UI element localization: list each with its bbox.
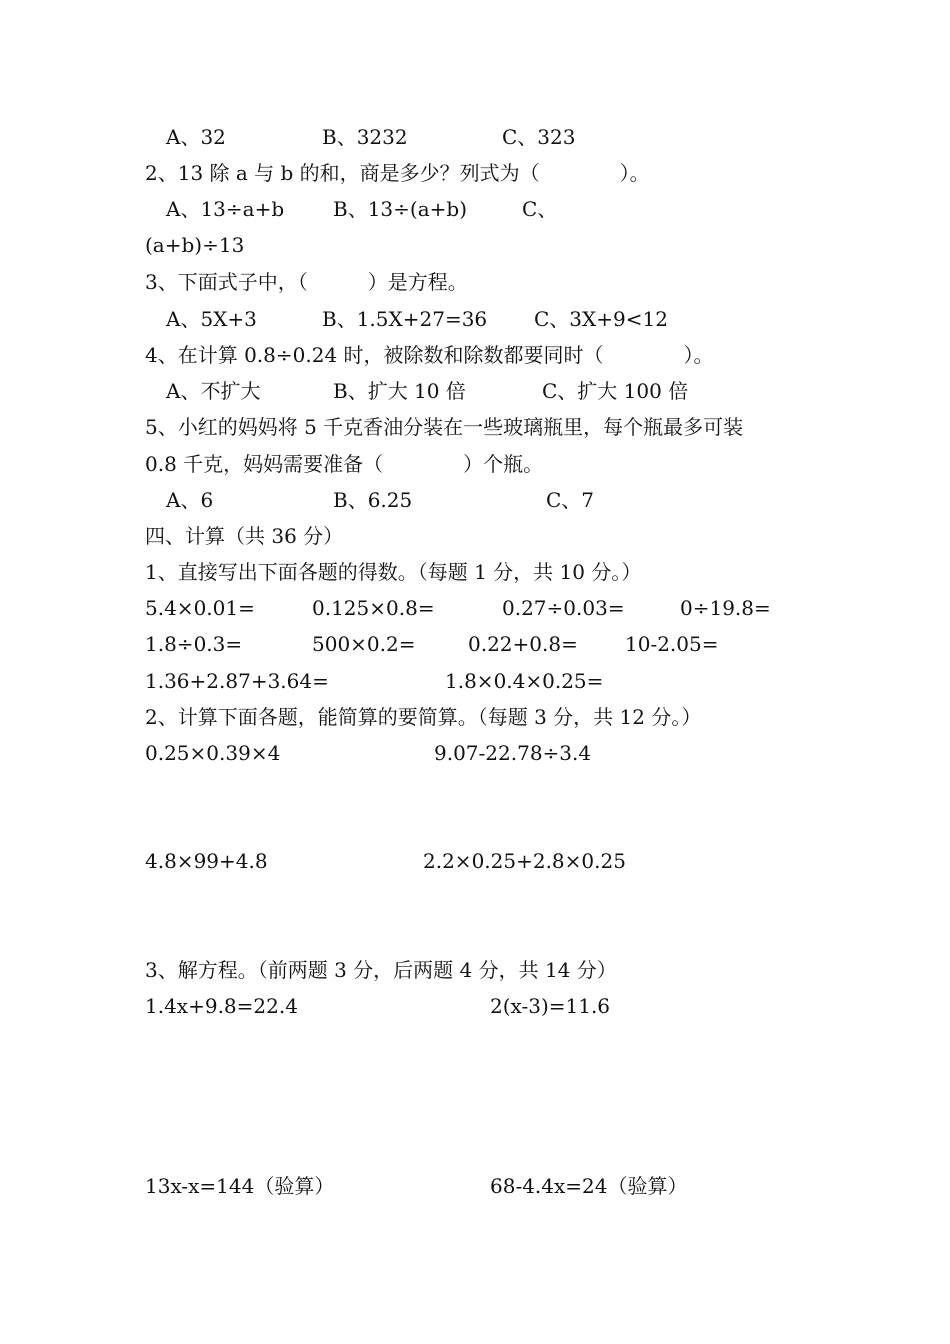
part3-heading: 3、解方程。（前两题 3 分，后两题 4 分，共 14 分） xyxy=(145,958,617,982)
equation-problem: 1.4x+9.8=22.4 xyxy=(145,994,298,1018)
part2-heading: 2、计算下面各题，能简算的要简算。（每题 3 分，共 12 分。） xyxy=(145,705,702,729)
q5-option-c: C、7 xyxy=(546,488,595,512)
calc-problem: 0.25×0.39×4 xyxy=(145,741,281,765)
q5-option-b: B、6.25 xyxy=(333,488,413,512)
equation-problem: 2(x-3)=11.6 xyxy=(490,994,611,1018)
oral-calc-item: 1.8×0.4×0.25= xyxy=(445,669,604,693)
oral-calc-item: 1.36+2.87+3.64= xyxy=(145,669,329,693)
oral-calc-item: 1.8÷0.3= xyxy=(145,632,243,656)
q2-option-a: A、13÷a+b xyxy=(166,197,285,221)
part1-heading: 1、直接写出下面各题的得数。（每题 1 分，共 10 分。） xyxy=(145,560,642,584)
equation-problem: 13x-x=144（验算） xyxy=(145,1174,335,1198)
calc-problem: 2.2×0.25+2.8×0.25 xyxy=(423,849,626,873)
oral-calc-item: 5.4×0.01= xyxy=(145,596,255,620)
q5-option-a: A、6 xyxy=(166,488,214,512)
oral-calc-item: 0.27÷0.03= xyxy=(502,596,625,620)
q2-question: 2、13 除 a 与 b 的和，商是多少？列式为（ ）。 xyxy=(145,161,650,185)
equation-problem: 68-4.4x=24（验算） xyxy=(490,1174,688,1198)
q3-option-b: B、1.5X+27=36 xyxy=(322,307,488,331)
q4-question: 4、在计算 0.8÷0.24 时，被除数和除数都要同时（ ）。 xyxy=(145,343,714,367)
calc-problem: 9.07-22.78÷3.4 xyxy=(434,741,592,765)
q4-option-a: A、不扩大 xyxy=(166,379,261,403)
q4-option-c: C、扩大 100 倍 xyxy=(542,379,689,403)
oral-calc-item: 10-2.05= xyxy=(625,632,719,656)
oral-calc-item: 0.22+0.8= xyxy=(468,632,578,656)
q5-question-line1: 5、小红的妈妈将 5 千克香油分装在一些玻璃瓶里，每个瓶最多可装 xyxy=(145,415,744,439)
q2-option-c: C、 xyxy=(522,197,558,221)
q2-option-c-continued: (a+b)÷13 xyxy=(145,233,245,257)
q1-option-c: C、323 xyxy=(502,125,576,149)
oral-calc-item: 500×0.2= xyxy=(312,632,416,656)
q3-question: 3、下面式子中，（ ）是方程。 xyxy=(145,270,468,294)
q5-question-line2: 0.8 千克，妈妈需要准备（ ）个瓶。 xyxy=(145,452,544,476)
oral-calc-item: 0÷19.8= xyxy=(680,596,771,620)
q2-option-b: B、13÷(a+b) xyxy=(333,197,467,221)
q3-option-a: A、5X+3 xyxy=(166,307,257,331)
section4-title: 四、计算（共 36 分） xyxy=(145,524,344,548)
q3-option-c: C、3X+9<12 xyxy=(534,307,668,331)
q1-option-b: B、3232 xyxy=(322,125,408,149)
q1-option-a: A、32 xyxy=(166,125,226,149)
calc-problem: 4.8×99+4.8 xyxy=(145,849,268,873)
oral-calc-item: 0.125×0.8= xyxy=(312,596,435,620)
q4-option-b: B、扩大 10 倍 xyxy=(333,379,466,403)
